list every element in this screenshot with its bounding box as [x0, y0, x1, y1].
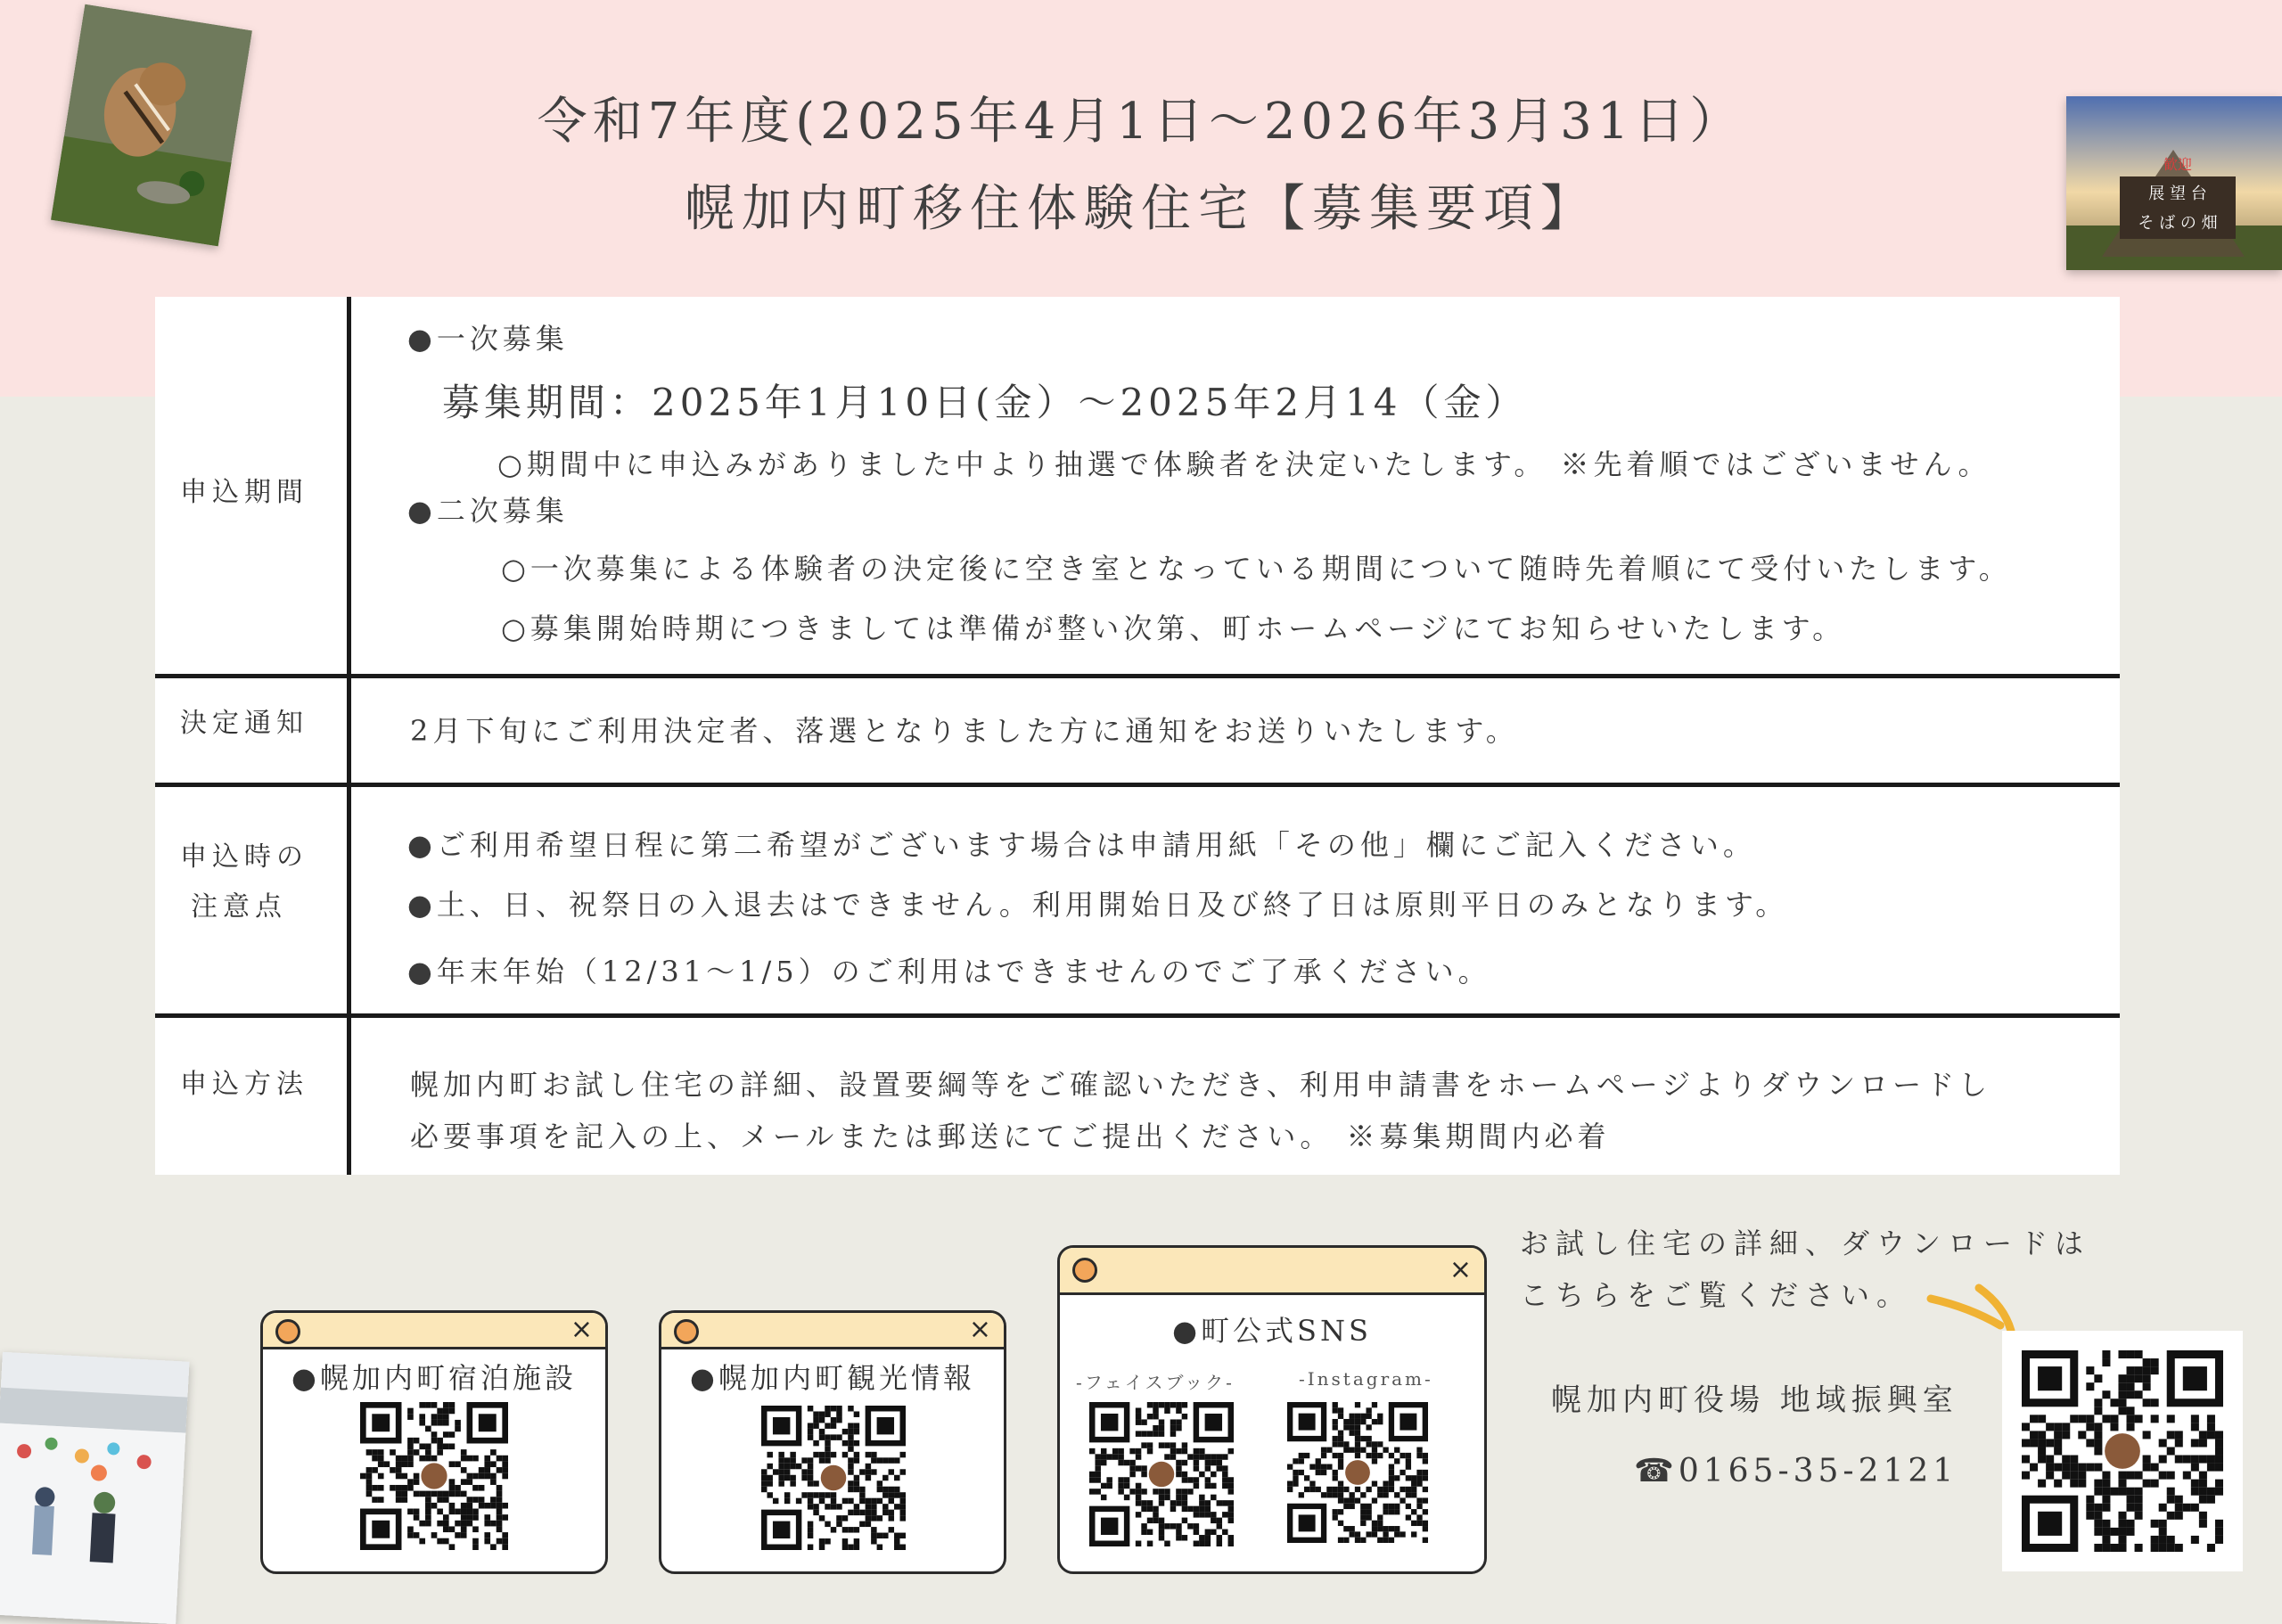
row-label: 決定通知 [180, 708, 308, 739]
office-name: 幌加内町役場 地域振興室 [1551, 1382, 1958, 1418]
window-dot-icon [1072, 1258, 1097, 1283]
table-row-cautions [155, 787, 2120, 1013]
row-label: 申込期間 [180, 477, 308, 508]
tourism-qr-card[interactable] [659, 1310, 1006, 1574]
caution-weekend: ●土、日、祝祭日の入退去はできません。利用開始日及び終了日は原則平日のみとなります。 [407, 888, 1789, 922]
notice-text: 2月下旬にご利用決定者、落選となりました方に通知をお送りいたします。 [410, 714, 1519, 748]
first-come-note: ○一次募集による体験者の決定後に空き室となっている期間について随時先着順にて受付いたします。 [501, 552, 2012, 586]
caution-new-year: ●年末年始（12/31～1/5）のご利用はできませんのでご了承ください。 [407, 955, 1491, 988]
row-label: 注意点 [191, 891, 287, 923]
download-qr-code[interactable] [2002, 1331, 2243, 1571]
lottery-note: ○期間中に申込みがありました中より抽選で体験者を決定いたします。 ※先着順ではございません。 [497, 447, 1991, 481]
sign-observatory: 展 望 台 [2148, 185, 2207, 203]
table-row-application-method [155, 1018, 2120, 1175]
lodging-qr-card[interactable] [260, 1310, 608, 1574]
page-title-period: 令和7年度(2025年4月1日～2026年3月31日） [537, 93, 1745, 151]
sign-soba-field: そ ば の 畑 [2138, 214, 2218, 233]
sign-welcome: 歓迎 [2163, 156, 2193, 173]
card-title: ●幌加内町観光情報 [690, 1361, 975, 1395]
row-label: 申込時の [180, 841, 308, 873]
card-title: ●町公式SNS [1172, 1314, 1372, 1348]
window-dot-icon [275, 1319, 300, 1344]
download-note-line2: こちらをご覧ください。 [1520, 1278, 1913, 1312]
facebook-qr-code[interactable] [1089, 1402, 1234, 1546]
card-title-bar [263, 1313, 605, 1349]
row-label: 申込方法 [180, 1069, 308, 1100]
card-title: ●幌加内町宿泊施設 [291, 1361, 577, 1395]
card-title-bar [1060, 1248, 1484, 1295]
instagram-qr-code[interactable] [1287, 1402, 1428, 1543]
tourism-qr-code[interactable] [761, 1406, 906, 1550]
table-row-application-period [155, 297, 2120, 674]
close-icon[interactable]: × [570, 1314, 593, 1345]
close-icon[interactable]: × [968, 1314, 991, 1345]
method-text-line2: 必要事項を記入の上、メールまたは郵送にてご提出ください。 ※募集期間内必着 [410, 1120, 1611, 1153]
start-timing-note: ○募集開始時期につきましては準備が整い次第、町ホームページにてお知らせいたします。 [501, 611, 1846, 645]
page-title: 幌加内町移住体験住宅【募集要項】 [685, 180, 1597, 238]
first-recruitment-heading: ●一次募集 [407, 322, 569, 356]
snow-festival-photo [0, 1352, 190, 1624]
observatory-photo [2066, 96, 2282, 270]
sns-qr-card[interactable] [1057, 1245, 1487, 1574]
caution-second-choice: ●ご利用希望日程に第二希望がございます場合は申請用紙「その他」欄にご記入ください。 [407, 828, 1756, 862]
download-note-line1: お試し住宅の詳細、ダウンロードは [1520, 1226, 2091, 1260]
recruitment-dates: 募集期間：2025年1月10日(金）～2025年2月14（金） [442, 381, 1528, 424]
window-dot-icon [674, 1319, 699, 1344]
card-title-bar [661, 1313, 1004, 1349]
phone-number: ☎0165-35-2121 [1634, 1453, 1958, 1489]
second-recruitment-heading: ●二次募集 [407, 494, 569, 528]
table-row-decision-notice [155, 678, 2120, 783]
instagram-label: -Instagram- [1299, 1368, 1433, 1390]
method-text-line1: 幌加内町お試し住宅の詳細、設置要綱等をご確認いただき、利用申請書をホームページよりダウンロードし [410, 1068, 1992, 1102]
chipmunk-photo [51, 4, 252, 247]
close-icon[interactable]: × [1449, 1254, 1472, 1285]
recruitment-table [155, 297, 2120, 1175]
lodging-qr-code[interactable] [360, 1402, 508, 1550]
facebook-label: -フェイスブック- [1076, 1372, 1235, 1393]
